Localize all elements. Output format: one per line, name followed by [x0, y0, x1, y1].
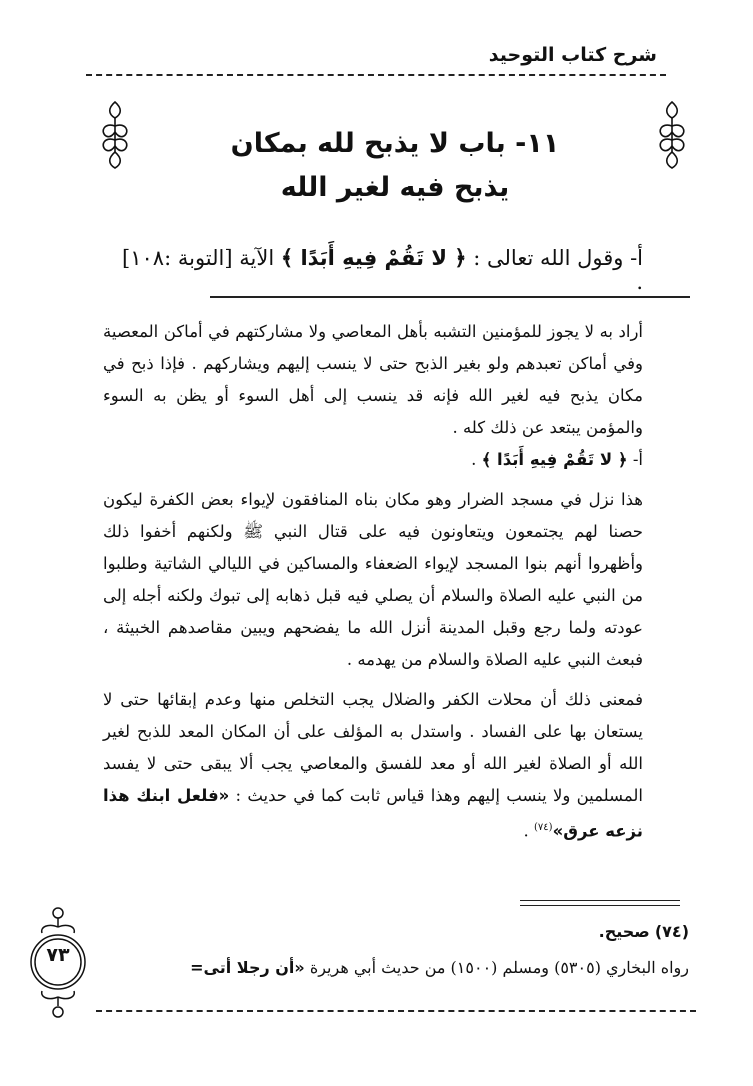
paragraph-3-end: .	[523, 821, 529, 841]
footnote-number: (٧٤)	[654, 922, 689, 941]
footnote-grade: صحيح.	[598, 922, 650, 941]
verse-divider	[210, 296, 690, 298]
ornament-left-icon	[98, 100, 132, 170]
verse-quote: ﴿ لا تَقُمْ فِيهِ أَبَدًا ﴾	[280, 246, 467, 270]
ornament-right-icon	[655, 100, 689, 170]
paragraph-2: هذا نزل في مسجد الضرار وهو مكان بناه المنافقون لإيواء بعض الكفرة ليكون حصنا لهم يجتمعون ويتعاونون فيه على قتال النبي ﷺ ولكنهم أخفوا ذلك وأظهروا أنهم بنوا المسجد لإيواء الضعفاء والمساكين في الليالي الشاتية وطلبوا من النبي عليه الصلاة والسلام أن يصلي فيه قبل ذهابه إلى تبوك ولكنه أجله إلى عودته ولما رجع وقبل المدينة أنزل الله ما يفضحهم ويبين مقاصدهم الخبيثة ، فبعث النبي عليه الصلاة والسلام من يهدمه .	[103, 490, 643, 669]
sub-heading-suffix: .	[471, 450, 477, 469]
paragraph-3	[103, 684, 643, 848]
footnote-body	[109, 950, 689, 986]
chapter-title-line-1: ١١- باب لا يذبح لله بمكان	[230, 128, 560, 159]
sub-heading-quote: ﴿ لا تَقُمْ فِيهِ أَبَدًا ﴾	[481, 450, 628, 469]
footnote	[109, 914, 689, 986]
paragraph-1: أراد به لا يجوز للمؤمنين التشبه بأهل المعاصي ولا مشاركتهم في أماكن المعصية وفي أماكن تعبدهم ولو بغير الذبح حتى لا ينسب إليهم ويشاركهم . فإذا ذبح في مكان يذبح فيه لغير الله فإنه قد ينسب إلى أهل السوء أو يظن به السوء والمؤمن يبتعد عن ذلك كله .	[103, 322, 643, 437]
footnote-divider-top	[520, 900, 680, 901]
footnote-text: رواه البخاري (٥٣٠٥) ومسلم (١٥٠٠) من حديث أبي هريرة	[309, 958, 689, 977]
footer-divider	[96, 1010, 696, 1012]
paragraph-3-text: فمعنى ذلك أن محلات الكفر والضلال يجب التخلص منها وعدم إبقائها حتى لا يستعان بها على الفساد . واستدل به المؤلف على أن المكان المعد للذبح لغير الله أو الصلاة لغير الله أو معد للفسق والمعاصي يجب ألا يبقى حتى لا يفسد المسلمين ولا ينسب إليهم وهذا قياس ثابت كما في حديث :	[103, 690, 644, 805]
footnote-quote: «أن رجلا أتى=	[190, 958, 305, 977]
header-divider	[86, 74, 666, 76]
running-header-title: شرح كتاب التوحيد	[488, 44, 657, 66]
footnote-head	[109, 914, 689, 950]
verse-citation	[113, 246, 643, 294]
footnote-divider-bottom	[520, 905, 680, 906]
page-number: ٧٣	[46, 944, 70, 966]
chapter-title-line-2: يذبح فيه لغير الله	[280, 172, 510, 203]
footnote-reference[interactable]: (٧٤)	[534, 822, 553, 833]
verse-suffix: الآية [التوبة :١٠٨] .	[122, 246, 643, 294]
chapter-title	[150, 122, 640, 210]
body-text	[103, 316, 643, 848]
sub-heading-prefix: أ-	[632, 450, 643, 469]
sub-heading	[103, 444, 643, 476]
verse-prefix: أ- وقول الله تعالى :	[473, 246, 643, 270]
hadith-quote: «فلعل ابنك هذا نزعه عرق»	[103, 786, 643, 841]
